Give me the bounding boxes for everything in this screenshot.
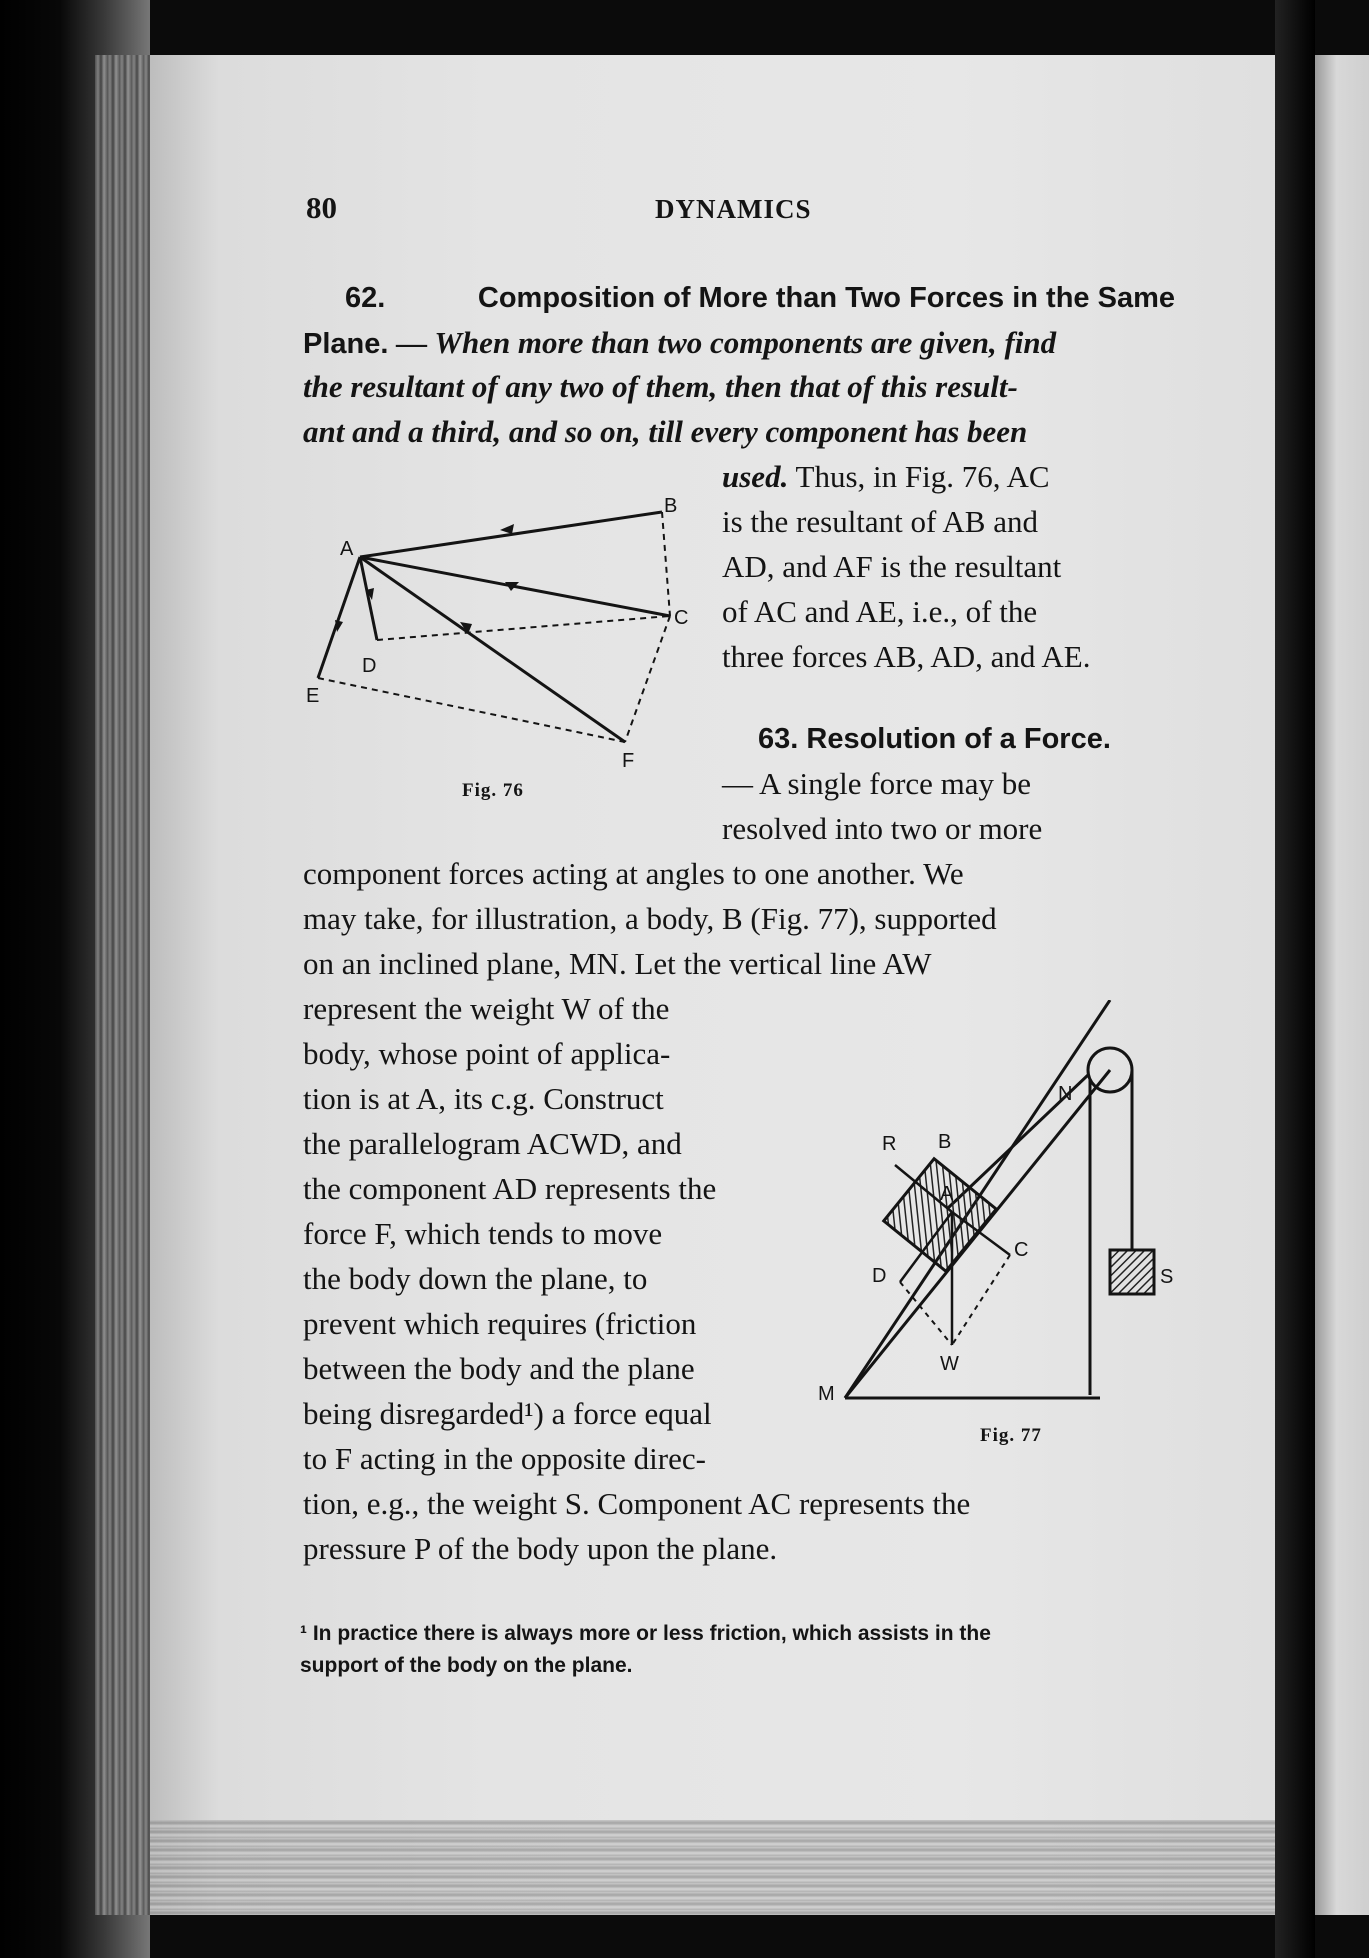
body-text: may take, for illustration, a body, B (Fig. 77), supported bbox=[303, 901, 997, 936]
rule-text: ant and a third, and so on, till every component has been bbox=[303, 414, 1028, 449]
page-number: 80 bbox=[306, 190, 337, 225]
body-text: to F acting in the opposite direc- bbox=[303, 1441, 706, 1476]
body-text: component forces acting at angles to one another. We bbox=[303, 856, 964, 891]
label-B: B bbox=[938, 1131, 952, 1153]
section-62-number: 62. bbox=[345, 282, 386, 314]
body-text: being disregarded¹) a force equal bbox=[303, 1396, 712, 1431]
body-text: body, whose point of applica- bbox=[303, 1036, 671, 1071]
body-text: force F, which tends to move bbox=[303, 1216, 663, 1251]
force-ae bbox=[318, 557, 360, 678]
label-D: D bbox=[872, 1265, 887, 1287]
body-text: of AC and AE, i.e., of the bbox=[722, 594, 1038, 629]
body-text: on an inclined plane, MN. Let the vertical line AW bbox=[303, 946, 932, 981]
figure-77 bbox=[800, 1000, 1210, 1450]
figure-77-caption: Fig. 77 bbox=[980, 1425, 1042, 1446]
body-text: is the resultant of AB and bbox=[722, 504, 1038, 539]
block-b bbox=[884, 1159, 997, 1272]
label-R: R bbox=[882, 1133, 897, 1155]
body-text: the body down the plane, to bbox=[303, 1261, 648, 1296]
section-62-title-end: Plane. bbox=[303, 328, 389, 360]
label-D: D bbox=[362, 655, 377, 677]
body-text: between the body and the plane bbox=[303, 1351, 695, 1386]
figure-76-caption: Fig. 76 bbox=[462, 780, 524, 801]
label-C: C bbox=[1014, 1239, 1029, 1261]
footnote-line: support of the body on the plane. bbox=[300, 1654, 633, 1677]
label-E: E bbox=[306, 685, 320, 707]
label-S: S bbox=[1160, 1266, 1174, 1288]
body-text: AD, and AF is the resultant bbox=[722, 549, 1062, 584]
force-ab bbox=[360, 512, 662, 557]
section-62-title: Composition of More than Two Forces in the Same bbox=[477, 282, 1175, 314]
rule-text: — When more than two components are given, find bbox=[396, 325, 1057, 360]
label-C: C bbox=[674, 607, 689, 629]
label-M: M bbox=[818, 1383, 835, 1405]
body-text: prevent which requires (friction bbox=[303, 1306, 697, 1341]
book-spine-edge bbox=[95, 55, 155, 1915]
label-N: N bbox=[1058, 1083, 1073, 1105]
weight-s bbox=[1110, 1250, 1154, 1294]
rule-text: used. bbox=[722, 459, 789, 494]
body-text: tion, e.g., the weight S. Component AC represents the bbox=[303, 1486, 971, 1521]
body-text: resolved into two or more bbox=[722, 811, 1043, 846]
body-text: the parallelogram ACWD, and bbox=[303, 1126, 682, 1161]
body-text: the component AD represents the bbox=[303, 1171, 717, 1206]
body-text: tion is at A, its c.g. Construct bbox=[303, 1081, 664, 1116]
body-text: Thus, in Fig. 76, AC bbox=[795, 459, 1050, 494]
body-text: — A single force may be bbox=[722, 766, 1032, 801]
force-ad bbox=[360, 557, 377, 640]
label-A: A bbox=[340, 538, 354, 560]
section-62-rule-line-1 bbox=[303, 321, 1175, 367]
rule-text: the resultant of any two of them, then that of this result- bbox=[303, 369, 1018, 404]
rule-text-end bbox=[722, 455, 1050, 500]
page-stack-edge bbox=[150, 1820, 1300, 1915]
running-title: DYNAMICS bbox=[655, 194, 812, 224]
label-F: F bbox=[622, 750, 635, 772]
label-W: W bbox=[940, 1353, 959, 1375]
facing-page-edge bbox=[1315, 55, 1369, 1915]
body-text: three forces AB, AD, and AE. bbox=[722, 639, 1091, 674]
label-A: A bbox=[940, 1183, 954, 1205]
body-text: pressure P of the body upon the plane. bbox=[303, 1531, 778, 1566]
section-62-heading-line bbox=[345, 276, 1175, 321]
scan-gutter bbox=[1275, 0, 1315, 1958]
label-B: B bbox=[664, 495, 678, 517]
section-63-heading: 63. Resolution of a Force. bbox=[758, 723, 1111, 755]
figure-76 bbox=[300, 490, 710, 780]
footnote-line: ¹ In practice there is always more or less friction, which assists in the bbox=[300, 1622, 991, 1645]
body-text: represent the weight W of the bbox=[303, 991, 670, 1026]
